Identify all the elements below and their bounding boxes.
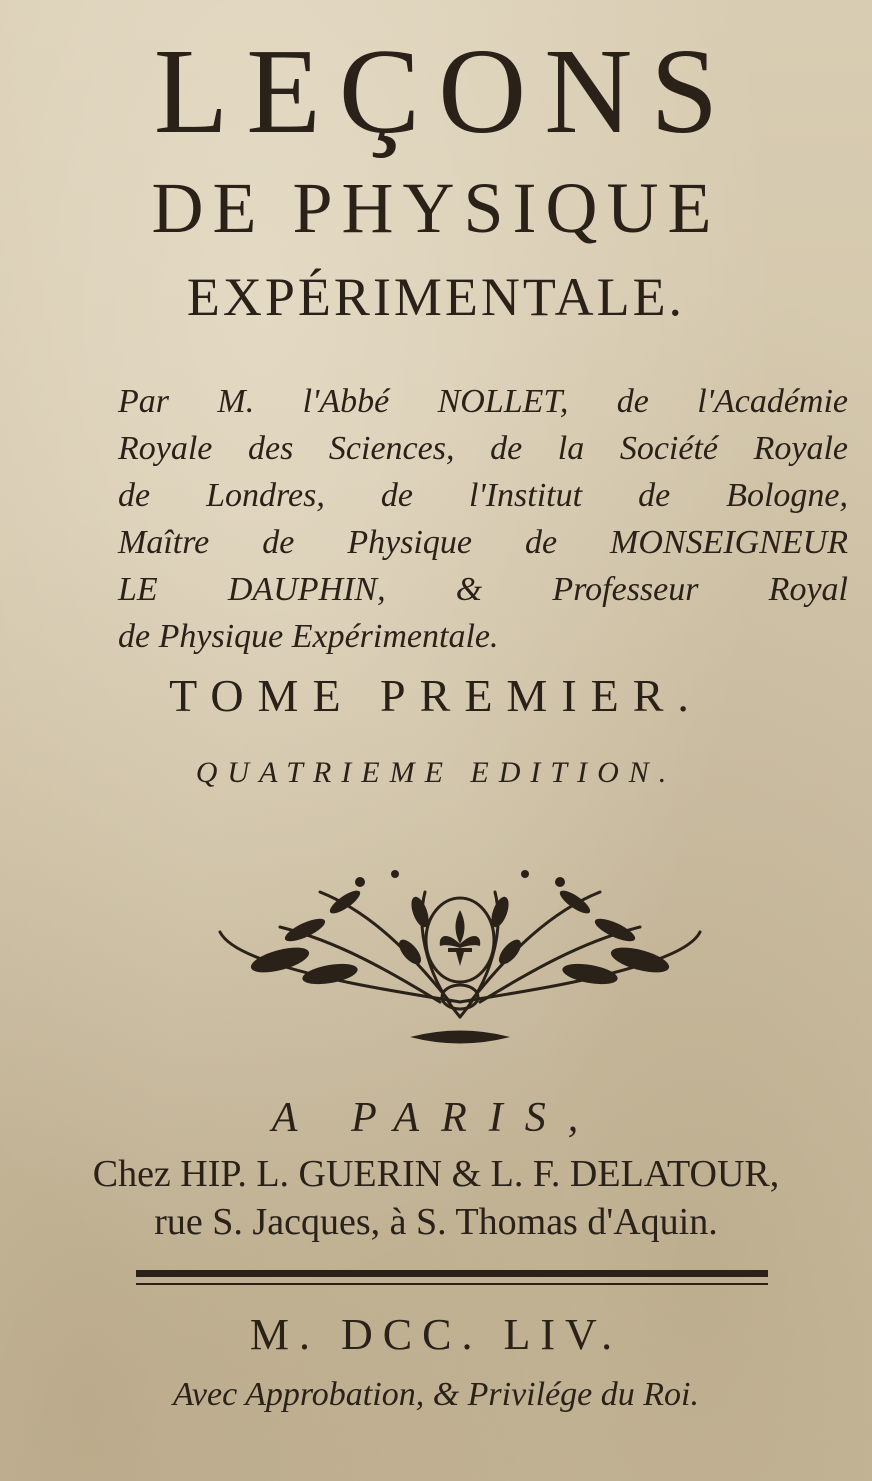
author-line: LE DAUPHIN, & Professeur Royal [118, 571, 848, 608]
author-line: de Londres, de l'Institut de Bologne, [118, 477, 848, 514]
author-line: Maître de Physique de MONSEIGNEUR [118, 524, 848, 561]
double-rule-thin [136, 1283, 768, 1285]
double-rule-thick [136, 1270, 768, 1277]
fleur-de-lis-garland-ornament-icon [210, 852, 710, 1052]
author-line: de Physique Expérimentale. [118, 618, 499, 655]
privilege-line: Avec Approbation, & Privilége du Roi. [173, 1376, 699, 1413]
publisher-line: Chez HIP. L. GUERIN & L. F. DELATOUR, [92, 1153, 780, 1195]
volume-label: TOME PREMIER. [169, 670, 703, 721]
address-line: rue S. Jacques, à S. Thomas d'Aquin. [154, 1201, 718, 1243]
title-line-2: DE PHYSIQUE [151, 168, 721, 248]
author-line: Par M. l'Abbé NOLLET, de l'Académie [118, 383, 848, 420]
edition-label: QUATRIEME EDITION. [195, 756, 677, 789]
title-line-1: LEÇONS [153, 24, 737, 159]
publication-date: M. DCC. LIV. [249, 1310, 623, 1359]
author-line: Royale des Sciences, de la Société Royale [118, 430, 848, 467]
author-block [118, 378, 848, 660]
place-of-publication: A PARIS, [271, 1095, 601, 1141]
title-line-3: EXPÉRIMENTALE. [186, 267, 686, 327]
